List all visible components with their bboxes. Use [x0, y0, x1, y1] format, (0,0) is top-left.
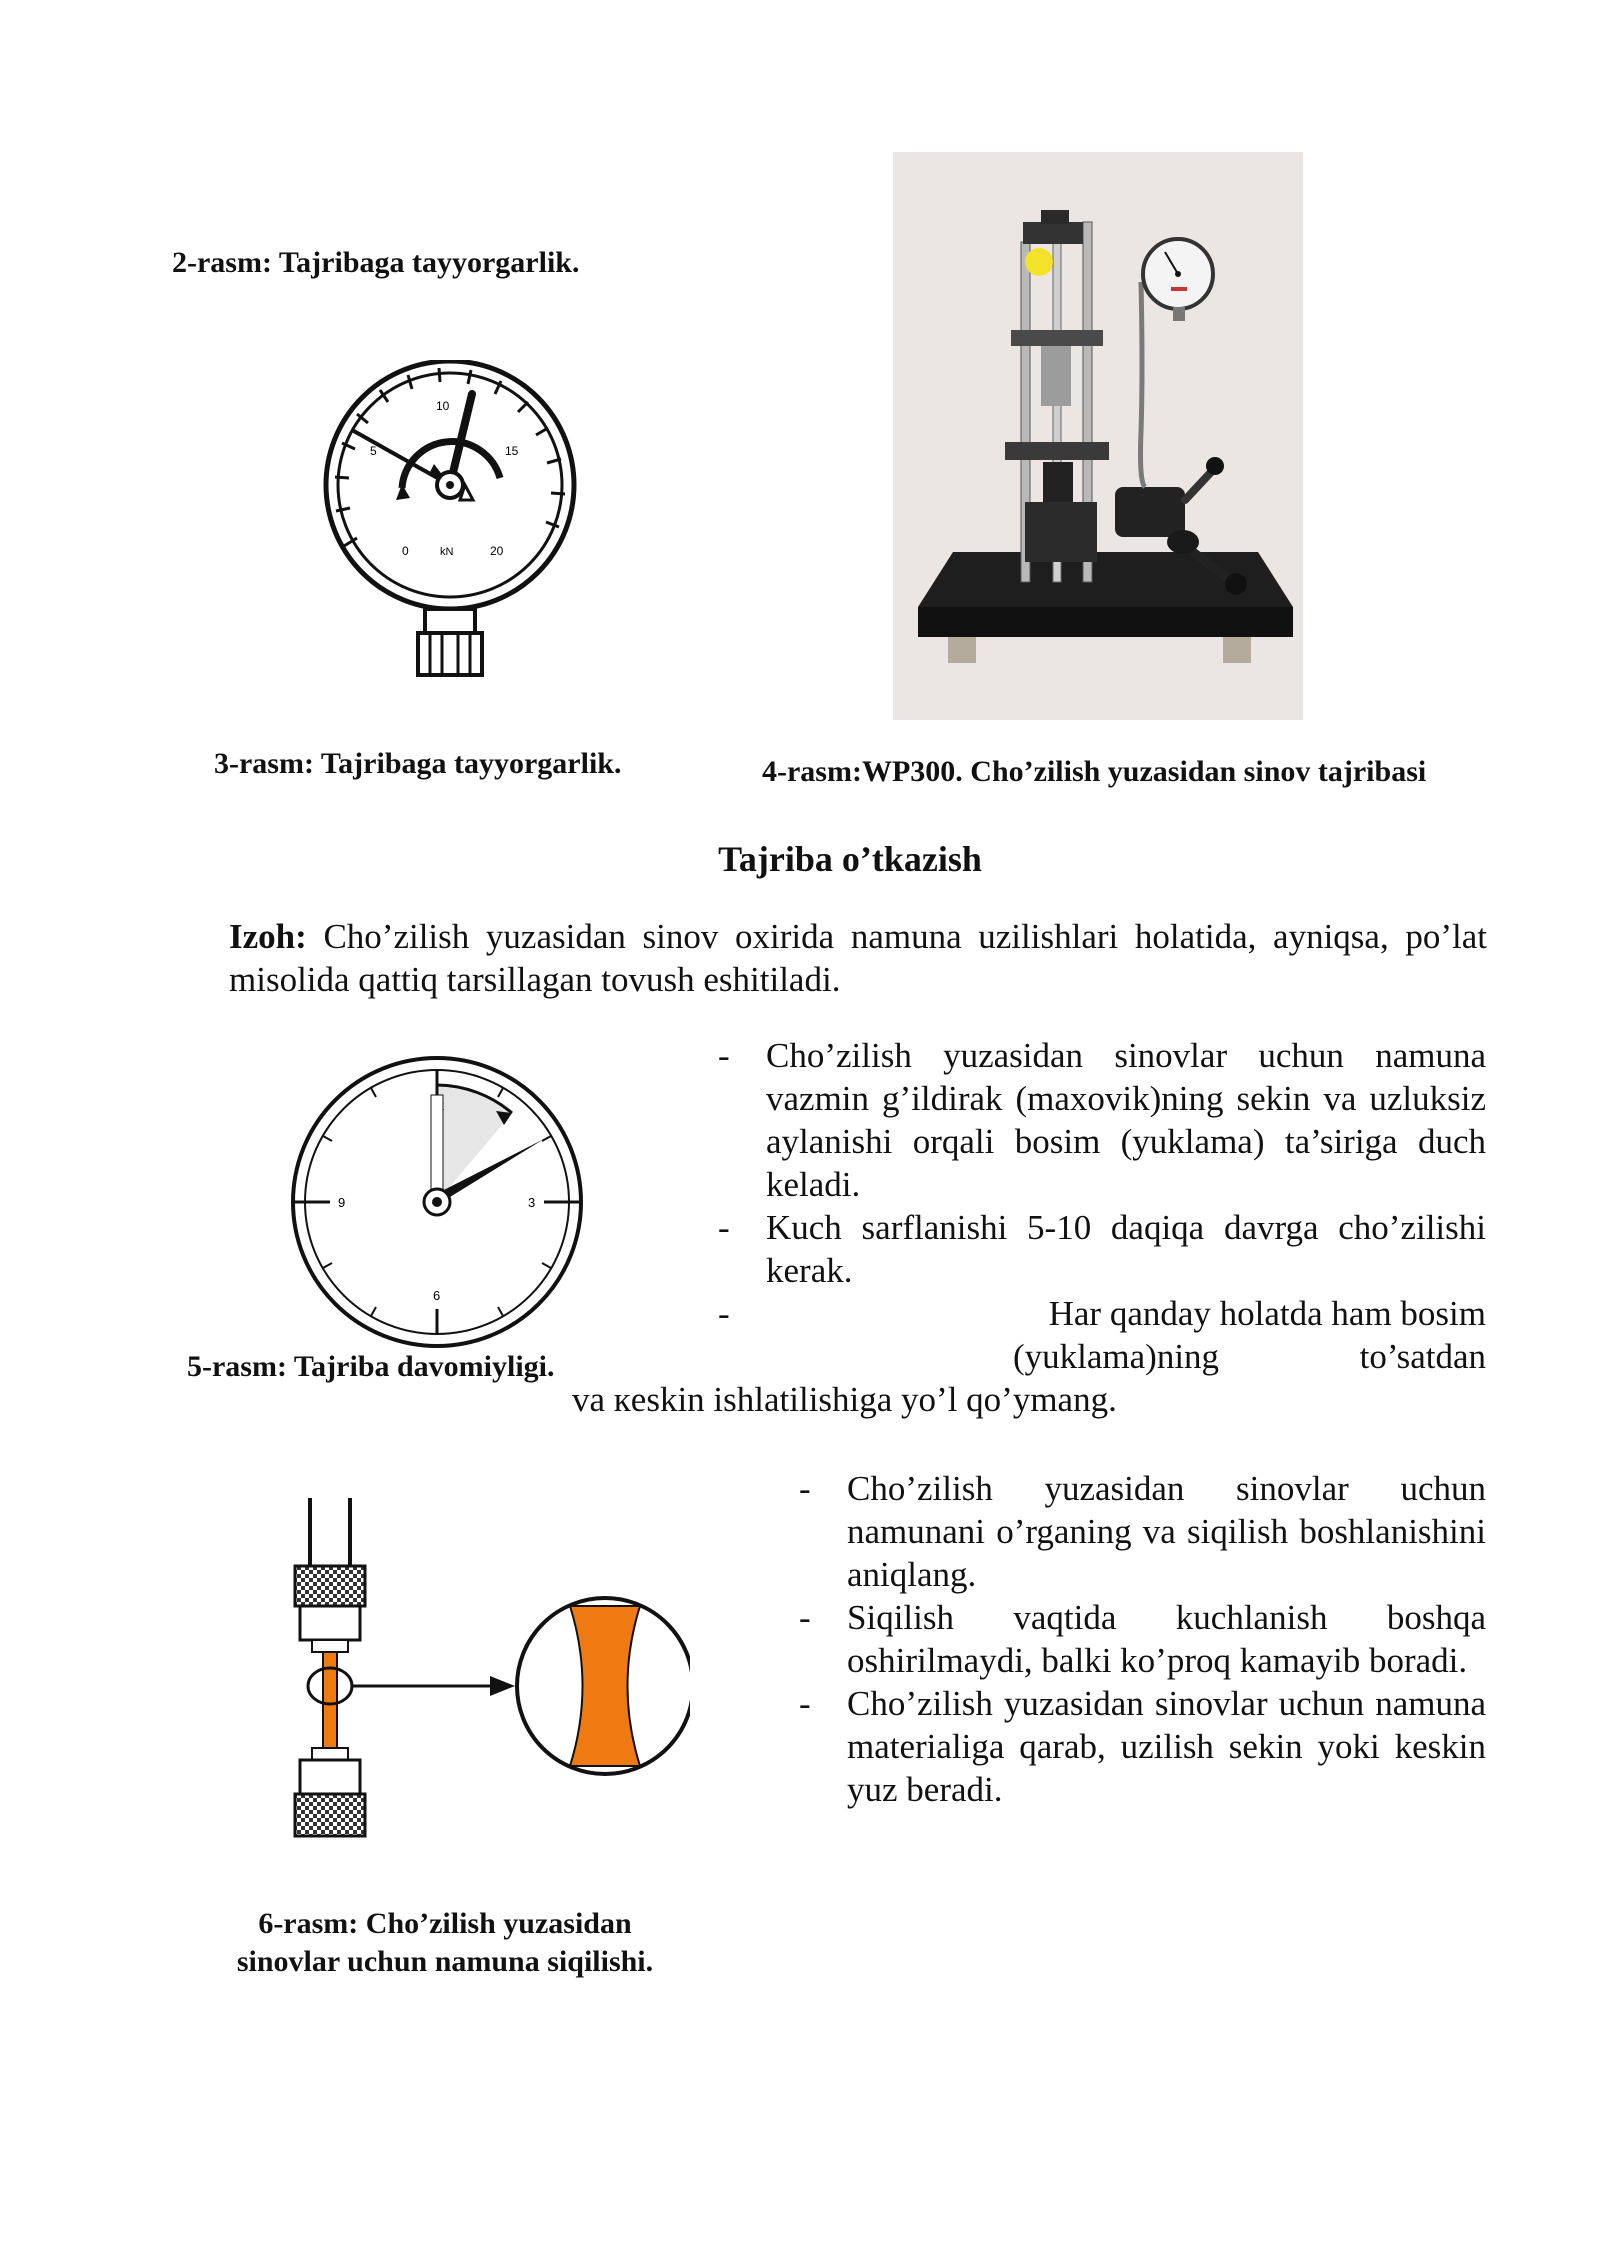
list-item: - Cho’zilish yuzasidan sinovlar uchun namunani o’rganing va siqilish boshlanishini aniqlang.: [799, 1467, 1486, 1596]
gauge-label-10: 10: [436, 399, 450, 413]
bullet3-line2-b: to’satdan: [1359, 1337, 1486, 1376]
bullet3-line3: va кeskin ishlatilishiga yo’l qo’ymang.: [572, 1380, 1117, 1419]
gauge-label-20: 20: [490, 544, 504, 558]
list-item: - Siqilish vaqtida kuchlanish boshqa oshirilmaydi, balki ko’proq kamayib boradi.: [799, 1596, 1486, 1682]
figure3-caption: 3-rasm: Tajribaga tayyorgarlik.: [214, 747, 622, 780]
wp300-apparatus-photo: [893, 152, 1303, 720]
list-item: - Cho’zilish yuzasidan sinovlar uchun namuna materialiga qarab, uzilish sekin yoki keskin yuz beradi.: [799, 1682, 1486, 1811]
list-item: - Kuch sarflanishi 5-10 daqiqa davrga cho’zilishi kerak.: [718, 1206, 1486, 1292]
gauge-label-5: 5: [370, 444, 377, 458]
clock-label-3: 3: [528, 1195, 536, 1210]
figure6-caption: 6-rasm: Cho’zilish yuzasidan sinovlar uchun namuna siqilishi.: [236, 1907, 654, 1978]
instruction-list-1: [718, 1034, 1486, 1292]
pressure-gauge-image: [310, 360, 590, 690]
clock-label-6: 6: [433, 1288, 441, 1303]
figure5-caption: 5-rasm: Tajriba davomiyligi.: [187, 1350, 555, 1383]
note-paragraph: [229, 915, 1487, 1001]
yellow-indicator-icon: [1025, 248, 1053, 276]
section-heading: Tajriba o’tkazish: [718, 839, 982, 879]
specimen-diagram-image: [285, 1498, 690, 1858]
figure4-caption: 4-rasm:WP300. Cho’zilish yuzasidan sinov tajribasi: [762, 755, 1427, 788]
list-item: - Cho’zilish yuzasidan sinovlar uchun namuna vazmin g’ildirak (maxovik)ning sekin va uzluksiz aylanishi orqali bosim (yuklama) ta’siriga duch keladi.: [718, 1034, 1486, 1206]
wp300-apparatus-image: [893, 152, 1303, 720]
gauge-label-0: 0: [402, 544, 409, 558]
gauge-label-15: 15: [505, 444, 519, 458]
bullet3-line1: Har qanday holatda ham bosim: [1048, 1294, 1486, 1333]
clock-image: [290, 1055, 584, 1349]
clock-label-9: 9: [338, 1195, 346, 1210]
bullet3-line2: [1013, 1335, 1486, 1378]
note-text: Cho’zilish yuzasidan sinov oxirida namuna uzilishlari holatida, ayniqsa, po’lat misolida qattiq tarsillagan tovush eshitiladi.: [229, 917, 1487, 999]
bullet3-line2-a: (yuklama)ning: [1013, 1337, 1220, 1376]
instruction-list-2: [799, 1467, 1486, 1811]
gauge-label-unit: kN: [440, 546, 454, 558]
note-label: Izoh:: [229, 917, 307, 956]
bullet-dash: -: [718, 1294, 730, 1333]
figure2-caption: 2-rasm: Tajribaga tayyorgarlik.: [172, 246, 580, 279]
